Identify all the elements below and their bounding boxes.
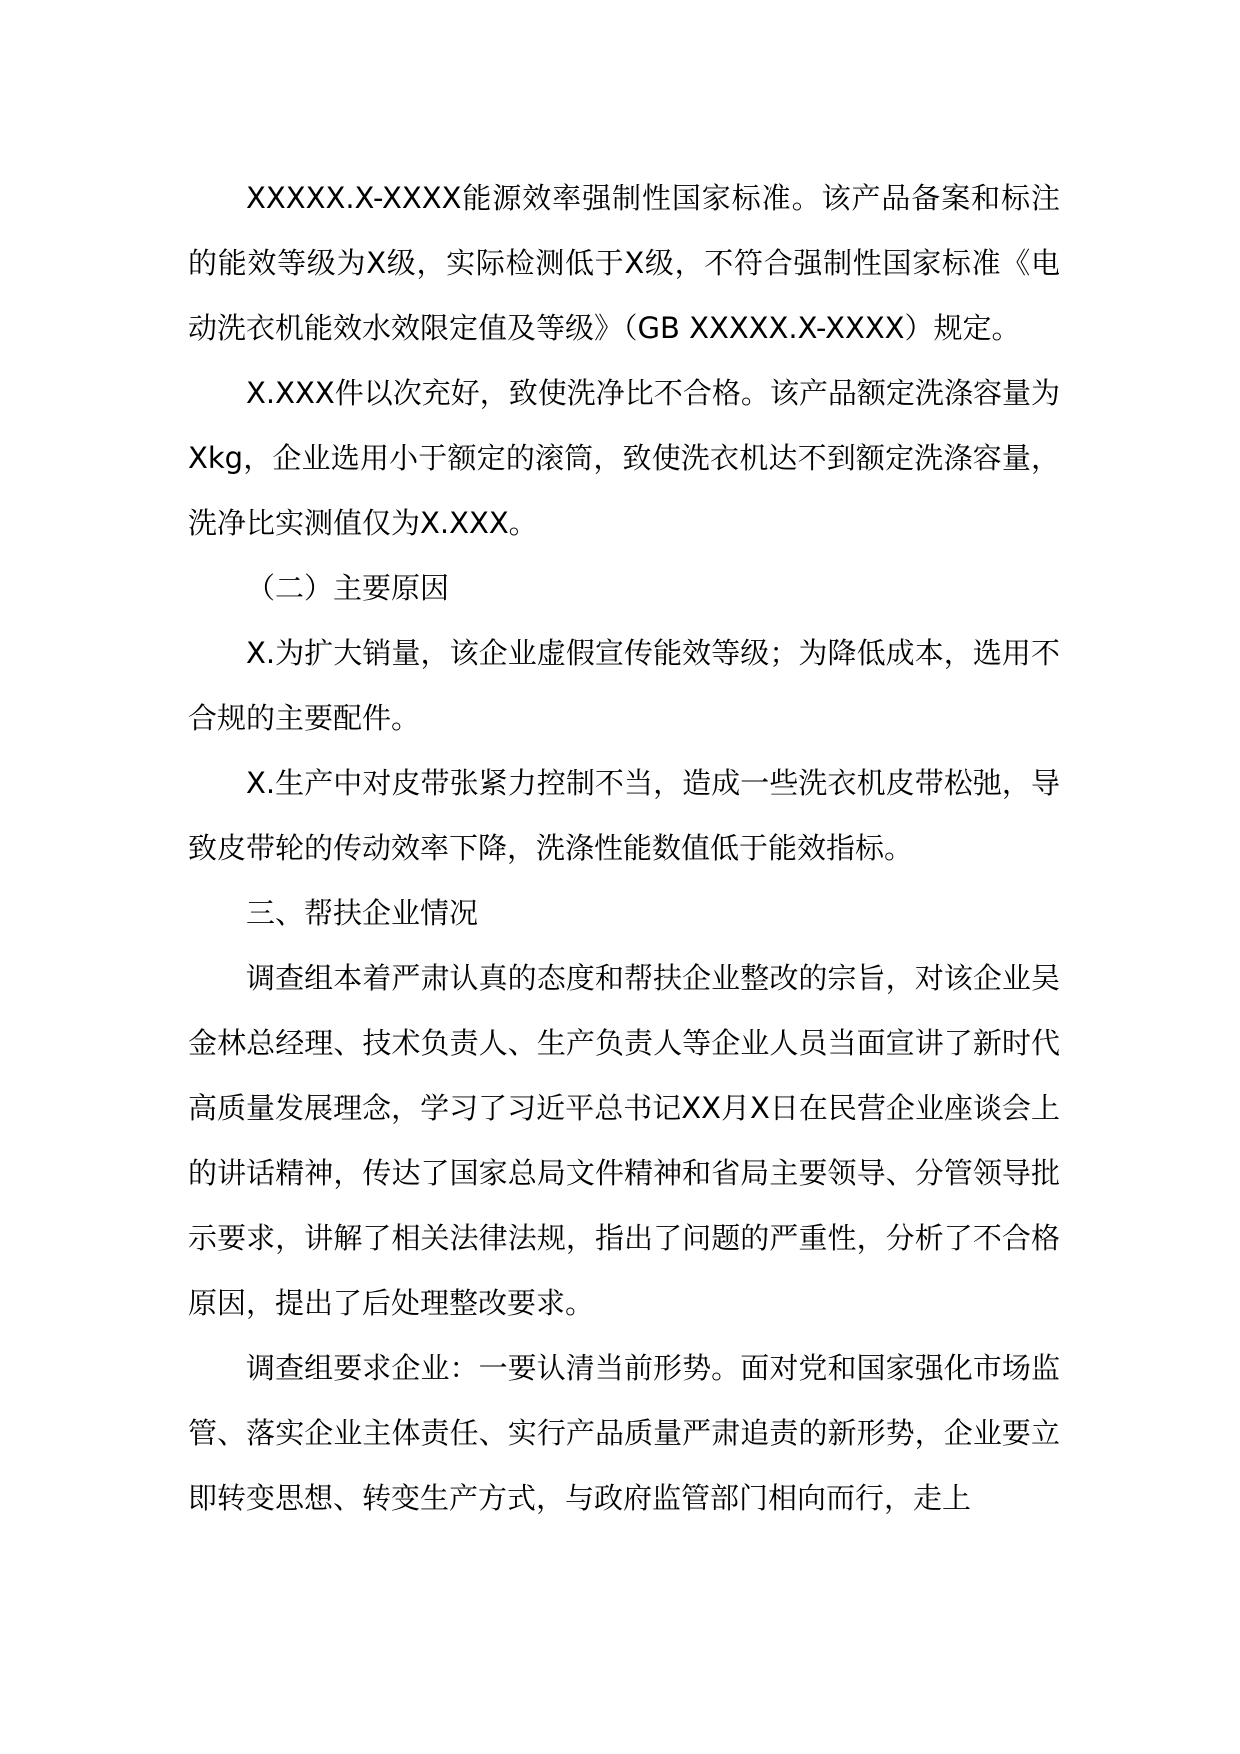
section-heading-main-reasons: （二）主要原因 bbox=[246, 571, 450, 605]
document-body bbox=[188, 166, 1060, 1531]
paragraph-2: X.XXX件以次充好，致使洗净比不合格。该产品额定洗涤容量为Xkg，企业选用小于额定的滚筒，致使洗衣机达不到额定洗涤容量，洗净比实测值仅为X.XXX。 bbox=[188, 376, 1060, 540]
paragraph-reason-2: X.生产中对皮带张紧力控制不当，造成一些洗衣机皮带松弛，导致皮带轮的传动效率下降，洗涤性能数值低于能效指标。 bbox=[188, 766, 1060, 865]
section-heading-support: 三、帮扶企业情况 bbox=[246, 896, 479, 930]
paragraph-1: XXXXX.X-XXXX能源效率强制性国家标准。该产品备案和标注的能效等级为X级，实际检测低于X级，不符合强制性国家标准《电动洗衣机能效水效限定值及等级》（GB XXXXX.X-XXXX）规定。 bbox=[188, 181, 1060, 345]
paragraph-reason-1: X.为扩大销量，该企业虚假宣传能效等级；为降低成本，选用不合规的主要配件。 bbox=[188, 636, 1060, 735]
paragraph-requirements: 调查组要求企业：一要认清当前形势。面对党和国家强化市场监管、落实企业主体责任、实行产品质量严肃追责的新形势，企业要立即转变思想、转变生产方式，与政府监管部门相向而行，走上 bbox=[188, 1351, 1060, 1515]
paragraph-investigation: 调查组本着严肃认真的态度和帮扶企业整改的宗旨，对该企业吴金林总经理、技术负责人、生产负责人等企业人员当面宣讲了新时代高质量发展理念，学习了习近平总书记XX月X日在民营企业座谈会上的讲话精神，传达了国家总局文件精神和省局主要领导、分管领导批示要求，讲解了相关法律法规，指出了问题的严重性，分析了不合格原因，提出了后处理整改要求。 bbox=[188, 961, 1060, 1320]
